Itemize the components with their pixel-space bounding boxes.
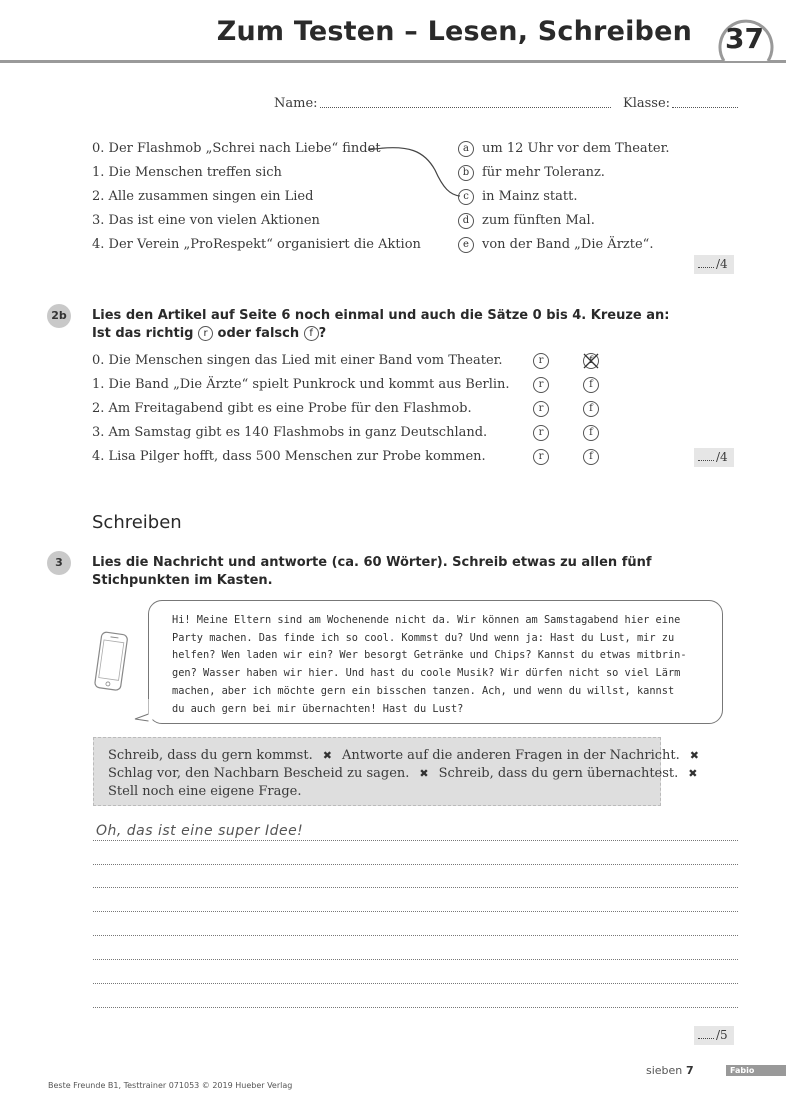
footer-tag: Fabio (726, 1065, 786, 1076)
name-field[interactable] (320, 107, 611, 108)
class-field[interactable] (672, 107, 738, 108)
writing-line-6[interactable] (93, 959, 738, 960)
checkbox-f-3[interactable]: f (583, 425, 599, 441)
task-2b-instruction: Lies den Artikel auf Seite 6 noch einmal und auch die Sätze 0 bis 4. Kreuze an: Ist das richtig r oder falsch f ? (92, 308, 670, 341)
writing-line-7[interactable] (93, 983, 738, 984)
handwritten-answer: Oh, das ist eine super Idee! (96, 823, 304, 839)
message-text: Hi! Meine Eltern sind am Wochenende nicht da. Wir können am Samstagabend hier eine Party machen. Das finde ich so cool. Kommst du? Und wenn ja: Hast du Lust, mir zu helfen? Wen laden wir ein? Wer besorgt Getränke und Chips? Kannst du etwas mitbrin- gen? Wasser haben wir hier. Und hast du coole Musik? Wir dürfen nicht so viel Lärm machen, aber ich möchte gern ein bisschen tanzen. Ach, und wenn du willst, kannst du auch gern bei mir übernachten! Hast du Lust? (172, 614, 687, 715)
option-b-circle: b (458, 165, 474, 181)
statement-4: 4. Lisa Pilger hofft, dass 500 Menschen zur Probe kommen. (92, 449, 486, 464)
writing-line-8[interactable] (93, 1007, 738, 1008)
match-left-3: 3. Das ist eine von vielen Aktionen (92, 213, 320, 228)
match-left-1: 1. Die Menschen treffen sich (92, 165, 282, 180)
task-3-instruction: Lies die Nachricht und antworte (ca. 60 Wörter). Schreib etwas zu allen fünf Stichpunkten im Kasten. (92, 555, 652, 588)
bubble-tail (133, 698, 153, 724)
match-left-4: 4. Der Verein „ProRespekt“ organisiert die Aktion (92, 237, 421, 252)
separator-icon: ✖ (419, 767, 429, 780)
checkbox-r-1[interactable]: r (533, 377, 549, 393)
checkbox-r-4[interactable]: r (533, 449, 549, 465)
point-1: Schreib, dass du gern kommst. (108, 748, 313, 763)
point-4: Schreib, dass du gern übernachtest. (438, 766, 679, 781)
checkbox-f-4[interactable]: f (583, 449, 599, 465)
class-label: Klasse: (623, 96, 671, 111)
f-symbol-icon: f (304, 326, 319, 341)
writing-line-3[interactable] (93, 887, 738, 888)
page-title: Zum Testen – Lesen, Schreiben (216, 16, 692, 47)
page-number: 37 (725, 22, 764, 55)
checkbox-f-2[interactable]: f (583, 401, 599, 417)
statement-3: 3. Am Samstag gibt es 140 Flashmobs in ganz Deutschland. (92, 425, 488, 440)
statement-0: 0. Die Menschen singen das Lied mit einer Band vom Theater. (92, 353, 503, 368)
checkbox-r-2[interactable]: r (533, 401, 549, 417)
writing-line-4[interactable] (93, 911, 738, 912)
statement-2: 2. Am Freitagabend gibt es eine Probe für den Flashmob. (92, 401, 472, 416)
task-badge-2b: 2b (47, 304, 71, 328)
name-label: Name: (274, 96, 318, 111)
writing-line-2[interactable] (93, 864, 738, 865)
separator-icon: ✖ (322, 749, 332, 762)
match-right-c: in Mainz statt. (482, 189, 578, 204)
key-points-box (93, 737, 699, 806)
option-e-circle: e (458, 237, 474, 253)
header-rule (0, 60, 786, 63)
score-box-matching[interactable]: /4 (694, 255, 734, 274)
match-left-0: 0. Der Flashmob „Schrei nach Liebe“ findet (92, 141, 381, 156)
writing-line-1[interactable] (93, 840, 738, 841)
match-right-e: von der Band „Die Ärzte“. (482, 237, 654, 252)
point-5: Stell noch eine eigene Frage. (108, 784, 302, 799)
statement-1: 1. Die Band „Die Ärzte“ spielt Punkrock und kommt aus Berlin. (92, 377, 510, 392)
match-right-a: um 12 Uhr vor dem Theater. (482, 141, 670, 156)
separator-icon: ✖ (689, 749, 699, 762)
point-2: Antworte auf die anderen Fragen in der Nachricht. (341, 748, 680, 763)
match-right-d: zum fünften Mal. (482, 213, 595, 228)
r-symbol-icon: r (198, 326, 213, 341)
separator-icon: ✖ (688, 767, 698, 780)
checkbox-r-3[interactable]: r (533, 425, 549, 441)
checkbox-f-1[interactable]: f (583, 377, 599, 393)
option-d-circle: d (458, 213, 474, 229)
match-left-2: 2. Alle zusammen singen ein Lied (92, 189, 314, 204)
writing-line-5[interactable] (93, 935, 738, 936)
option-a-circle: a (458, 141, 474, 157)
match-connector-line (365, 140, 465, 204)
point-3: Schlag vor, den Nachbarn Bescheid zu sagen. (108, 766, 410, 781)
checkbox-r-0[interactable]: r (533, 353, 549, 369)
task-badge-3: 3 (47, 551, 71, 575)
match-right-b: für mehr Toleranz. (482, 165, 605, 180)
footer-credit: Beste Freunde B1, Testtrainer 071053 © 2019 Hueber Verlag (48, 1081, 293, 1090)
footer-page-digit: 7 (686, 1064, 694, 1077)
footer-page-word: sieben (646, 1064, 683, 1077)
cross-mark-icon (581, 351, 601, 371)
option-c-circle: c (458, 189, 474, 205)
section-heading-schreiben: Schreiben (92, 512, 182, 533)
smartphone-icon (90, 630, 134, 694)
score-box-2b[interactable]: /4 (694, 448, 734, 467)
score-box-3[interactable]: /5 (694, 1026, 734, 1045)
